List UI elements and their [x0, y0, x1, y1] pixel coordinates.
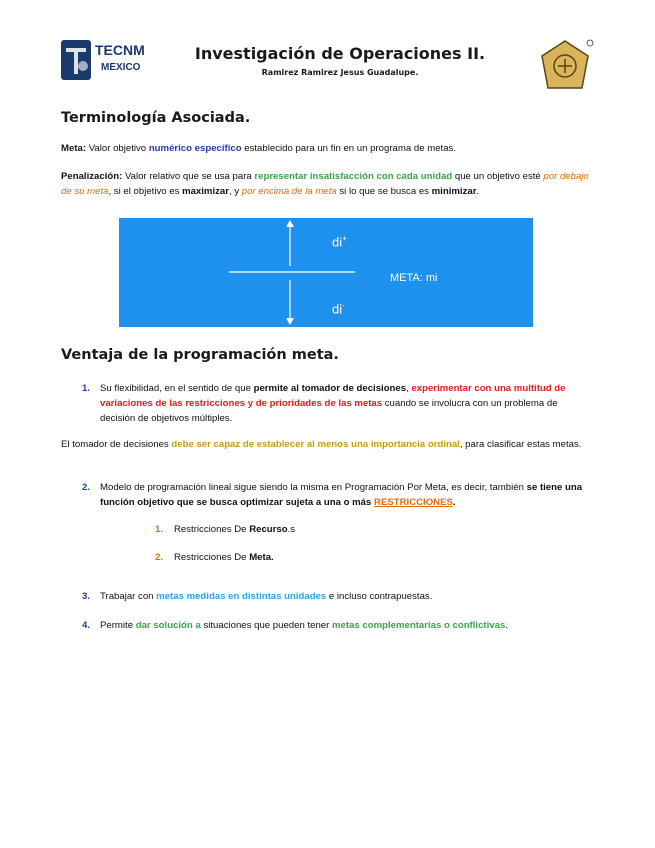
text-run: , si el objetivo es — [108, 186, 183, 197]
text-run: si lo que se busca es — [336, 186, 432, 197]
text-run: cuando se involucra con un problema de decisión de objetivos múltiples. — [100, 398, 558, 424]
highlight-text: metas complementarias o conflictivas — [332, 620, 506, 631]
highlight-text: debe ser capaz de establecer al menos una importancia ordinal — [171, 439, 460, 450]
text-run: Restricciones De — [174, 524, 250, 535]
list-item — [100, 480, 595, 510]
text-run: e incluso contrapuestas. — [326, 591, 433, 602]
highlight-text: representar insatisfacción con cada unidad — [254, 171, 453, 182]
list-item — [100, 589, 595, 604]
text-run: El tomador de decisiones — [61, 439, 172, 450]
list-number: 1. — [82, 383, 91, 394]
text-run: , — [406, 383, 412, 394]
institution-seal — [536, 38, 594, 94]
text-run: . — [505, 620, 508, 631]
logo-main-text: TECNM — [95, 42, 145, 58]
italic-highlight: por encima de la meta — [241, 186, 337, 197]
label-meta-mi: META: mi — [390, 272, 438, 284]
text-run: Valor relativo que se usa para — [122, 171, 255, 182]
goal-deviation-diagram — [119, 218, 533, 327]
sublist-item — [174, 522, 295, 537]
bold-text: maximizar — [182, 186, 229, 197]
list-number: 2. — [82, 482, 91, 493]
di-minus-text: di — [332, 301, 343, 317]
seal-icon — [536, 38, 594, 94]
text-run: que un objetivo esté — [452, 171, 544, 182]
bold-text: . — [452, 497, 456, 508]
paragraph-tomador — [61, 437, 591, 452]
label-di-plus — [332, 234, 347, 249]
label-di-minus — [332, 301, 345, 316]
text-run: Trabajar con — [100, 591, 157, 602]
di-minus-sup: - — [342, 301, 345, 310]
list-number: 4. — [82, 620, 91, 631]
text-run: .s — [287, 524, 296, 535]
text-run: situaciones que pueden tener — [200, 620, 332, 631]
paragraph-penalizacion — [61, 169, 601, 199]
sublist-number: 2. — [155, 552, 164, 563]
highlight-text: dar solución a — [135, 620, 201, 631]
sublist-number: 1. — [155, 524, 164, 535]
highlight-text: experimentar con una multitud de variaciones de las restricciones y de prioridades de las metas — [100, 383, 566, 409]
di-plus-sup: + — [342, 234, 347, 243]
list-item — [100, 381, 595, 426]
tecnm-logo — [61, 38, 153, 82]
di-plus-text: di — [332, 234, 343, 250]
document-title: Investigación de Operaciones II. — [194, 44, 486, 63]
text-run: . — [476, 186, 480, 197]
text-run: , para clasificar estas metas. — [459, 439, 582, 450]
text-run: Su flexibilidad, en el sentido de que — [100, 383, 254, 394]
bold-text: se tiene una función objetivo que se busca optimizar sujeta a una o más — [100, 482, 583, 508]
text-run: Restricciones De — [174, 552, 250, 563]
logo-sub-text: MEXICO — [101, 62, 141, 73]
term-label: Penalización: — [61, 171, 123, 182]
bold-text: Meta. — [249, 552, 274, 563]
highlight-text: metas medidas en distintas unidades — [156, 591, 327, 602]
text-run: establecido para un fin en un programa de metas. — [241, 143, 456, 154]
text-run: Modelo de programación lineal sigue siendo la misma en Programación Por Meta, es decir, también — [100, 482, 527, 493]
bold-text: minimizar — [431, 186, 477, 197]
arrow-down-icon — [286, 318, 294, 325]
list-item — [100, 618, 595, 633]
term-label: Meta: — [61, 143, 87, 154]
text-run: Valor objetivo — [86, 143, 149, 154]
document-author: Ramirez Ramirez Jesus Guadalupe. — [261, 68, 419, 77]
italic-highlight: por debajo de su meta — [61, 171, 589, 197]
bold-text: Recurso — [249, 524, 288, 535]
highlight-text: numérico específico — [148, 143, 242, 154]
paragraph-meta — [61, 141, 601, 156]
text-run: Permite — [100, 620, 136, 631]
arrow-up-icon — [286, 220, 294, 227]
section-heading-terminologia: Terminología Asociada. — [61, 110, 251, 126]
restricciones-link[interactable]: RESTRICCIONES — [374, 497, 453, 508]
bold-text: permite al tomador de decisiones — [253, 383, 407, 394]
list-number: 3. — [82, 591, 91, 602]
sublist-item — [174, 550, 274, 565]
deviation-lines — [119, 218, 533, 327]
section-heading-ventaja: Ventaja de la programación meta. — [61, 347, 339, 363]
text-run: , y — [229, 186, 242, 197]
